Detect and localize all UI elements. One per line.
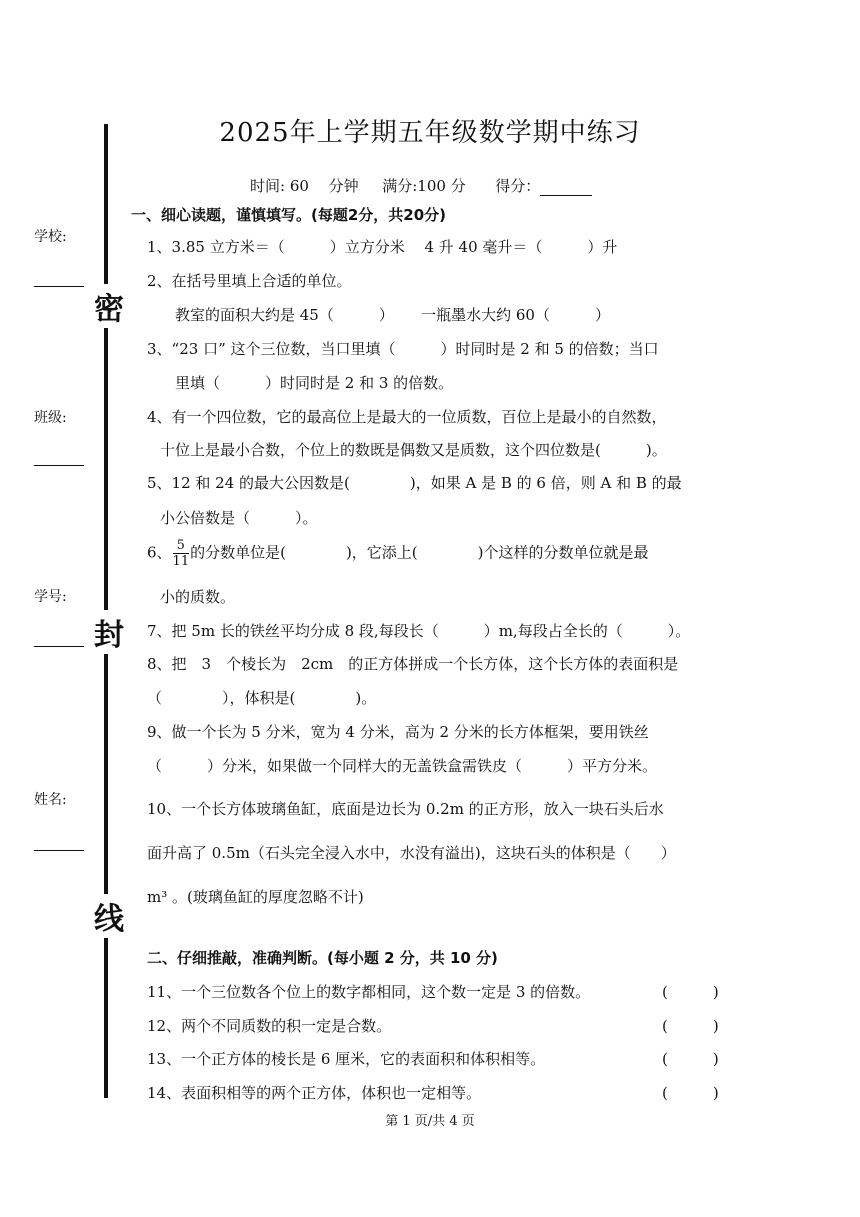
q1: 1、3.85 立方米＝（ ）立方分米 4 升 40 毫升＝（ ）升 <box>147 238 618 256</box>
school-label: 学校: <box>34 229 67 245</box>
q11-answer-blank[interactable]: ( ) <box>662 983 719 1001</box>
full-score: 满分:100 分 <box>382 177 466 195</box>
q5: 5、12 和 24 的最大公因数是( )，如果 A 是 B 的 6 倍，则 A 和 B 的最 <box>147 474 682 492</box>
fraction-numerator: 5 <box>173 538 190 554</box>
name-blank <box>34 850 84 851</box>
fraction-denominator: 11 <box>172 554 190 569</box>
q10: 10、一个长方体玻璃鱼缸，底面是边长为 0.2m 的正方形，放入一块石头后水 <box>147 800 664 818</box>
exam-meta <box>250 175 592 196</box>
q11: 11、一个三位数各个位上的数字都相同，这个数一定是 3 的倍数。 <box>147 983 591 1001</box>
q12: 12、两个不同质数的积一定是合数。 <box>147 1017 392 1035</box>
page-footer: 第 1 页/共 4 页 <box>385 1114 475 1129</box>
q10-line2: 面升高了 0.5m（石头完全浸入水中，水没有溢出)，这块石头的体积是（ ） <box>147 844 676 862</box>
q4-line2: 十位上是最小合数，个位上的数既是偶数又是质数，这个四位数是( )。 <box>160 441 667 459</box>
score-label: 得分： <box>495 177 541 195</box>
student-id-label: 学号: <box>34 589 67 605</box>
q12-answer-blank[interactable]: ( ) <box>662 1017 719 1035</box>
q9-line2: （ ）分米，如果做一个同样大的无盖铁盒需铁皮（ ）平方分米。 <box>147 757 658 775</box>
time-info: 时间: 60 分钟 <box>250 177 359 195</box>
q5-line2: 小公倍数是（ ）。 <box>160 509 318 527</box>
student-id-blank <box>34 646 84 647</box>
q7: 7、把 5m 长的铁丝平均分成 8 段,每段长（ ）m,每段占全长的（ ）。 <box>147 622 691 640</box>
q6-fraction <box>173 538 190 569</box>
q13-answer-blank[interactable]: ( ) <box>662 1050 719 1068</box>
seal-char-mi: 密 <box>94 284 122 328</box>
q3-line2: 里填（ ）时同时是 2 和 3 的倍数。 <box>175 374 454 392</box>
q6-text: 的分数单位是( )，它添上( )个这样的分数单位就是最 <box>190 543 649 562</box>
q6 <box>147 538 649 569</box>
q6-number: 6、 <box>147 543 172 562</box>
q4: 4、有一个四位数，它的最高位上是最大的一位质数，百位上是最小的自然数， <box>147 408 667 426</box>
q8-line2: （ ），体积是( )。 <box>147 689 377 707</box>
seal-char-feng: 封 <box>94 610 122 654</box>
name-label: 姓名: <box>34 792 67 808</box>
section2-heading: 二、仔细推敲，准确判断。(每小题 2 分，共 10 分) <box>147 949 498 967</box>
school-blank <box>34 286 84 287</box>
seal-char-xian: 线 <box>94 894 122 938</box>
q9: 9、做一个长为 5 分米，宽为 4 分米，高为 2 分米的长方体框架，要用铁丝 <box>147 723 649 741</box>
q14: 14、表面积相等的两个正方体，体积也一定相等。 <box>147 1084 482 1102</box>
class-label: 班级: <box>34 410 67 426</box>
q8: 8、把 3 个棱长为 2cm 的正方体拼成一个长方体，这个长方体的表面积是 <box>147 655 679 673</box>
exam-title: 2025年上学期五年级数学期中练习 <box>219 118 641 148</box>
q14-answer-blank[interactable]: ( ) <box>662 1084 719 1102</box>
q10-line3: m³ 。(玻璃鱼缸的厚度忽略不计) <box>147 888 364 906</box>
q6-line2: 小的质数。 <box>160 588 236 606</box>
class-blank <box>34 465 84 466</box>
q2: 2、在括号里填上合适的单位。 <box>147 272 352 290</box>
score-blank[interactable] <box>540 181 592 196</box>
q3: 3、“23 口” 这个三位数，当口里填（ ）时同时是 2 和 5 的倍数；当口 <box>147 340 659 358</box>
q13: 13、一个正方体的棱长是 6 厘米，它的表面积和体积相等。 <box>147 1050 546 1068</box>
q2-line2: 教室的面积大约是 45（ ） 一瓶墨水大约 60（ ） <box>175 306 610 324</box>
section1-heading: 一、细心读题，谨慎填写。(每题2分，共20分) <box>131 206 447 224</box>
